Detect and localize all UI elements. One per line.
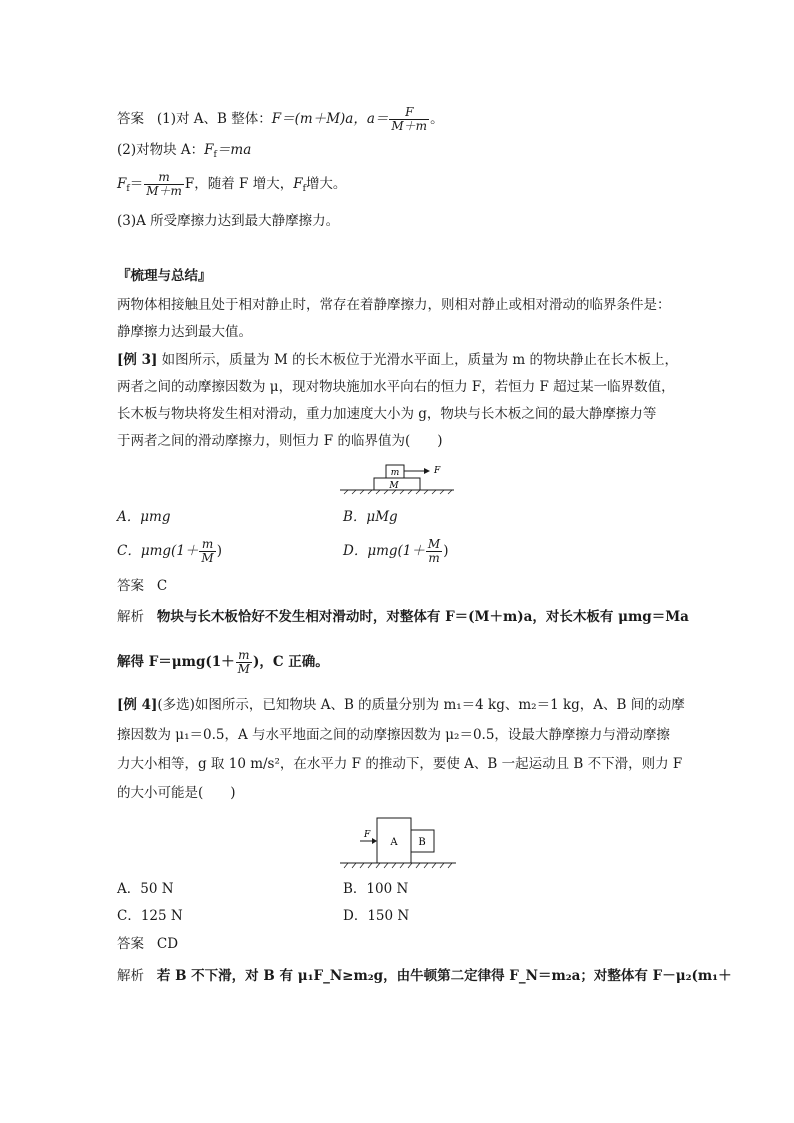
summary-title: 『梳理与总结』 <box>117 268 212 284</box>
example4-answer: 答案 CD <box>117 936 179 952</box>
answer-text: (2)对物块 A： <box>117 142 205 158</box>
equation: ＝ma <box>216 142 252 158</box>
svg-text:B: B <box>418 837 426 848</box>
example3-option-c[interactable]: C．μmg(1＋ $\frac{m}{M}$ ) <box>117 537 222 565</box>
example3-option-a[interactable]: A．μmg <box>117 509 171 525</box>
prev-answer-line-2: (2)对物块 A：$F_f=ma$ <box>117 142 252 160</box>
svg-text:m: m <box>390 468 400 478</box>
example4-option-c[interactable]: C．125 N <box>117 908 183 924</box>
example4-line-4: 的大小可能是( ) <box>117 785 236 801</box>
board-block-figure <box>336 460 458 496</box>
example4-option-b[interactable]: B．100 N <box>343 881 409 897</box>
example-tag: [例 3] <box>117 352 158 368</box>
fraction: $\frac{F}{M+m}$ <box>391 105 428 133</box>
example3-option-d[interactable]: D．μmg(1＋ $\frac{M}{m}$ ) <box>343 537 449 565</box>
example4-line-1: [例 4](多选)如图所示，已知物块 A、B 的质量分别为 m₁＝4 kg、m₂＝1 kg，A、B 间的动摩 <box>117 697 685 713</box>
svg-text:M: M <box>389 481 399 491</box>
svg-text:F: F <box>364 830 371 840</box>
svg-text:A: A <box>390 837 398 848</box>
summary-line-2: 静摩擦力达到最大值。 <box>117 324 252 340</box>
example3-answer: 答案 C <box>117 578 168 594</box>
fraction: $\frac{m}{M+m}$ <box>146 170 182 198</box>
answer-label: 答案 <box>117 111 144 127</box>
prev-answer-line-1: 答案 (1)对 A、B 整体：F＝(m＋M)a，a＝ $\frac{F}{M+m}$ 。 <box>117 105 444 133</box>
example3-line-4: 于两者之间的滑动摩擦力，则恒力 F 的临界值为( ) <box>117 433 443 449</box>
example3-explanation-2: 解得 F＝μmg(1＋ $\frac{m}{M}$ )，C 正确。 <box>117 648 329 676</box>
example3-line-2: 两者之间的动摩擦因数为 μ，现对物块施加水平向右的恒力 F，若恒力 F 超过某一临界数值， <box>117 379 675 395</box>
example3-explanation-1: 解析 物块与长木板恰好不发生相对滑动时，对整体有 F＝(M＋m)a，对长木板有 μmg＝Ma <box>117 609 689 625</box>
two-blocks-figure <box>336 815 460 869</box>
prev-answer-line-3: $F_f=$ $\frac{m}{M+m}$ F，随着 F 增大，$F_f$增大。 <box>117 170 347 198</box>
prev-answer-line-4: (3)A 所受摩擦力达到最大静摩擦力。 <box>117 213 340 229</box>
example3-option-b[interactable]: B．μMg <box>343 509 398 525</box>
example4-option-a[interactable]: A．50 N <box>117 881 174 897</box>
example4-explanation: 解析 若 B 不下滑，对 B 有 μ₁F_N≥m₂g，由牛顿第二定律得 F_N＝m₂a；对整体有 F－μ₂(m₁＋ <box>117 968 732 984</box>
svg-text:F: F <box>434 466 441 476</box>
example-tag: [例 4] <box>117 697 158 713</box>
example3-line-1: [例 3] 如图所示，质量为 M 的长木板位于光滑水平面上，质量为 m 的物块静止在长木板上， <box>117 352 678 368</box>
equation: F＝(m＋M)a，a＝ <box>271 111 389 127</box>
example4-line-2: 擦因数为 μ₁＝0.5，A 与水平地面之间的动摩擦因数为 μ₂＝0.5，设最大静摩擦力与滑动摩擦 <box>117 727 670 743</box>
example4-line-3: 力大小相等，g 取 10 m/s²，在水平力 F 的推动下，要使 A、B 一起运动且 B 不下滑，则力 F <box>117 756 683 772</box>
example4-option-d[interactable]: D．150 N <box>343 908 410 924</box>
example3-line-3: 长木板与物块将发生相对滑动，重力加速度大小为 g，物块与长木板之间的最大静摩擦力等 <box>117 406 657 422</box>
summary-line-1: 两物体相接触且处于相对静止时，常存在着静摩擦力，则相对静止或相对滑动的临界条件是： <box>117 297 671 313</box>
answer-text: (1)对 A、B 整体： <box>156 111 272 127</box>
